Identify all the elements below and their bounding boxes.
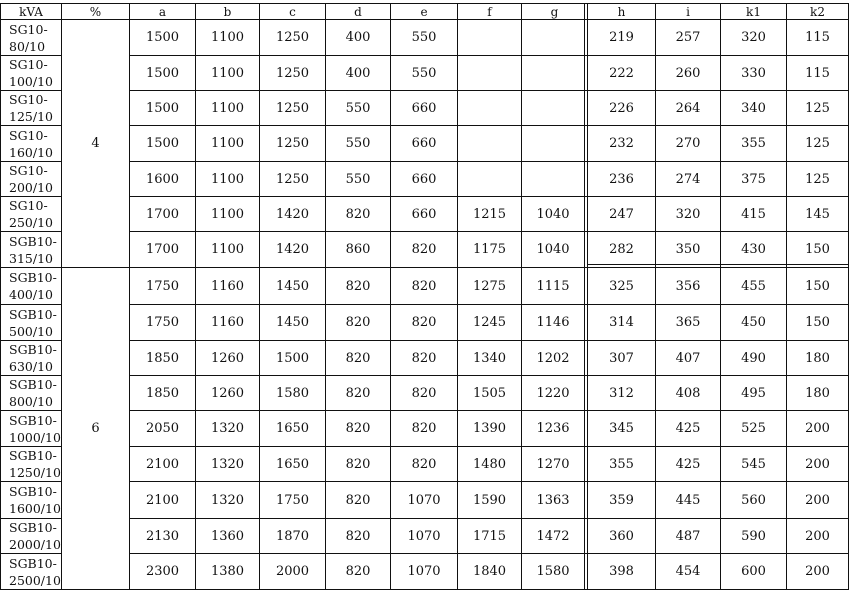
header-kva: kVA	[19, 4, 43, 19]
value-c: 2000	[275, 564, 310, 579]
value-b: 1360	[210, 528, 245, 544]
value-i: 407	[675, 350, 701, 366]
value-d: 820	[345, 385, 371, 401]
kva-cell	[1, 56, 69, 90]
value-h: 360	[609, 528, 634, 544]
value-g: 1472	[536, 528, 570, 544]
rating-value: 400/10	[9, 287, 53, 302]
value-c: 1250	[275, 171, 310, 187]
value-f: 1840	[472, 564, 507, 579]
value-b: 1320	[210, 492, 245, 508]
value-k2: 200	[805, 564, 830, 579]
rating-value: 80/10	[9, 38, 46, 54]
kva-cell	[1, 341, 69, 375]
value-k1: 495	[741, 385, 766, 401]
value-g: 1202	[536, 350, 570, 366]
value-g	[522, 91, 584, 125]
value-k1: 455	[741, 278, 766, 294]
value-d: 860	[345, 242, 371, 257]
model-name: SG10-	[9, 57, 48, 72]
value-i: 356	[675, 278, 701, 294]
rating-value: 1000/10	[9, 429, 61, 445]
value-c: 1870	[275, 528, 310, 544]
value-a: 1850	[145, 385, 180, 401]
value-i: 270	[675, 136, 701, 151]
value-e: 820	[411, 421, 437, 436]
value-i: 350	[675, 242, 701, 257]
value-k1: 375	[741, 171, 766, 187]
value-h: 345	[609, 421, 634, 436]
value-d: 820	[345, 278, 371, 294]
value-i: 445	[675, 492, 701, 508]
value-c: 1250	[275, 65, 310, 81]
value-f: 1715	[472, 528, 507, 544]
value-b: 1260	[210, 350, 245, 366]
value-h: 219	[609, 30, 634, 45]
value-a: 2130	[145, 528, 180, 544]
value-c: 1450	[275, 278, 310, 294]
header-pct: %	[89, 4, 102, 19]
value-b: 1100	[210, 242, 245, 257]
model-name: SG10-	[9, 21, 48, 37]
value-k1: 415	[741, 206, 766, 222]
value-e: 660	[411, 136, 437, 151]
kva-cell	[1, 554, 69, 589]
value-k2: 150	[805, 242, 830, 257]
model-name: SGB10-	[9, 484, 57, 499]
value-k1: 355	[741, 136, 766, 151]
rating-value: 125/10	[9, 109, 53, 124]
kva-cell	[1, 482, 69, 518]
rating-value: 2000/10	[9, 537, 61, 552]
model-name: SGB10-	[9, 412, 57, 428]
value-e: 1070	[407, 492, 441, 508]
percent-cell: 6	[91, 421, 100, 436]
value-k2: 200	[805, 492, 830, 508]
value-e: 660	[411, 206, 437, 222]
value-f	[458, 20, 521, 55]
kva-cell	[1, 268, 69, 304]
value-g: 1270	[536, 456, 570, 472]
value-e: 820	[411, 315, 437, 330]
model-name: SGB10-	[9, 448, 57, 463]
value-h: 247	[609, 206, 634, 222]
value-k2: 180	[805, 385, 830, 401]
kva-cell	[1, 519, 69, 553]
value-k2: 150	[805, 278, 830, 294]
value-b: 1320	[210, 456, 245, 472]
table-bottom-border	[0, 589, 849, 590]
value-a: 2300	[145, 564, 180, 579]
value-g: 1220	[536, 385, 570, 401]
value-e: 550	[411, 65, 437, 81]
value-d: 400	[345, 65, 371, 81]
value-i: 260	[675, 65, 701, 81]
value-k1: 430	[741, 242, 766, 257]
rating-value: 1600/10	[9, 501, 61, 516]
value-i: 274	[675, 171, 701, 187]
header-a: a	[158, 4, 167, 19]
value-f: 1245	[472, 315, 507, 330]
rating-value: 2500/10	[9, 572, 61, 588]
model-name: SGB10-	[9, 306, 57, 322]
column-divider-double	[584, 3, 585, 590]
value-h: 312	[609, 385, 634, 401]
value-e: 820	[411, 350, 437, 366]
value-a: 1500	[145, 136, 180, 151]
value-c: 1650	[275, 421, 310, 436]
value-i: 425	[675, 456, 701, 472]
value-k2: 125	[805, 100, 830, 116]
value-a: 2100	[145, 456, 180, 472]
value-d: 820	[345, 206, 371, 222]
kva-cell	[1, 91, 69, 125]
value-a: 2050	[145, 421, 180, 436]
value-b: 1100	[210, 206, 245, 222]
value-a: 1750	[145, 278, 180, 294]
value-k1: 560	[741, 492, 766, 508]
rating-value: 315/10	[9, 250, 53, 266]
value-h: 307	[609, 350, 634, 366]
value-k1: 330	[741, 65, 766, 81]
value-g: 1040	[536, 242, 570, 257]
model-name: SG10-	[9, 198, 48, 213]
model-name: SG10-	[9, 163, 48, 178]
rating-value: 630/10	[9, 359, 53, 374]
header-c: c	[289, 4, 296, 19]
value-f: 1505	[472, 385, 507, 401]
model-name: SGB10-	[9, 377, 57, 392]
value-h: 359	[609, 492, 634, 508]
value-g: 1236	[536, 421, 570, 436]
value-d: 550	[345, 136, 371, 151]
value-d: 400	[345, 30, 371, 45]
model-name: SG10-	[9, 127, 48, 143]
header-f: f	[487, 4, 492, 19]
value-b: 1100	[210, 30, 245, 45]
value-d: 820	[345, 492, 371, 508]
value-i: 487	[675, 528, 701, 544]
value-g: 1363	[536, 492, 570, 508]
value-a: 1500	[145, 65, 180, 81]
value-a: 1600	[145, 171, 180, 187]
value-a: 1700	[145, 206, 180, 222]
model-name: SGB10-	[9, 342, 57, 357]
value-k2: 125	[805, 136, 830, 151]
value-e: 1070	[407, 564, 441, 579]
value-a: 1850	[145, 350, 180, 366]
value-c: 1250	[275, 30, 310, 45]
value-k1: 320	[741, 30, 766, 45]
value-f: 1590	[472, 492, 507, 508]
value-f	[458, 126, 521, 161]
value-b: 1320	[210, 421, 245, 436]
value-i: 320	[675, 206, 701, 222]
value-e: 820	[411, 456, 437, 472]
value-k2: 150	[805, 315, 830, 330]
value-i: 454	[675, 564, 701, 579]
value-k1: 340	[741, 100, 766, 116]
value-g: 1040	[536, 206, 570, 222]
value-h: 282	[609, 242, 634, 257]
value-k2: 180	[805, 350, 830, 366]
value-h: 355	[609, 456, 634, 472]
value-d: 820	[345, 421, 371, 436]
value-a: 1750	[145, 315, 180, 330]
value-k1: 450	[741, 315, 766, 330]
value-e: 660	[411, 171, 437, 187]
kva-cell	[1, 447, 69, 481]
value-c: 1420	[275, 206, 310, 222]
value-a: 1500	[145, 100, 180, 116]
value-e: 550	[411, 30, 437, 45]
value-b: 1160	[210, 278, 245, 294]
value-f: 1215	[472, 206, 507, 222]
value-d: 820	[345, 528, 371, 544]
rating-value: 800/10	[9, 394, 53, 409]
value-k2: 115	[805, 30, 830, 45]
value-g	[522, 56, 584, 90]
kva-cell	[1, 376, 69, 410]
value-g: 1115	[536, 278, 570, 294]
value-b: 1160	[210, 315, 245, 330]
value-a: 1500	[145, 30, 180, 45]
header-e: e	[420, 4, 428, 19]
model-name: SGB10-	[9, 520, 57, 535]
value-c: 1500	[275, 350, 310, 366]
value-b: 1380	[210, 564, 245, 579]
header-g: g	[550, 4, 559, 19]
value-h: 314	[609, 315, 634, 330]
value-h: 232	[609, 136, 634, 151]
kva-cell	[1, 162, 69, 196]
value-g: 1146	[536, 315, 570, 330]
value-f: 1175	[472, 242, 507, 257]
value-k1: 545	[741, 456, 766, 472]
value-f: 1390	[472, 421, 507, 436]
value-c: 1420	[275, 242, 310, 257]
header-h: h	[617, 4, 626, 19]
value-b: 1100	[210, 171, 245, 187]
value-i: 257	[675, 30, 701, 45]
kva-cell	[1, 197, 69, 231]
value-k1: 525	[741, 421, 766, 436]
value-b: 1100	[210, 65, 245, 81]
value-g	[522, 162, 584, 196]
header-i: i	[686, 4, 690, 19]
value-f	[458, 162, 521, 196]
value-k1: 590	[741, 528, 766, 544]
kva-cell	[1, 232, 69, 267]
value-f: 1275	[472, 278, 507, 294]
value-k2: 200	[805, 456, 830, 472]
value-c: 1450	[275, 315, 310, 330]
value-i: 425	[675, 421, 701, 436]
value-e: 820	[411, 385, 437, 401]
value-d: 820	[345, 315, 371, 330]
value-f: 1340	[472, 350, 507, 366]
value-d: 550	[345, 171, 371, 187]
value-c: 1750	[275, 492, 310, 508]
value-d: 820	[345, 350, 371, 366]
value-k2: 145	[805, 206, 830, 222]
kva-cell	[1, 411, 69, 446]
value-d: 550	[345, 100, 371, 116]
value-k1: 490	[741, 350, 766, 366]
kva-cell	[1, 305, 69, 340]
value-h: 222	[609, 65, 634, 81]
value-k2: 115	[805, 65, 830, 81]
value-c: 1650	[275, 456, 310, 472]
rating-value: 500/10	[9, 323, 53, 339]
value-c: 1580	[275, 385, 310, 401]
value-e: 820	[411, 278, 437, 294]
value-a: 1700	[145, 242, 180, 257]
header-d: d	[354, 4, 362, 19]
header-k2: k2	[810, 4, 825, 19]
kva-cell	[1, 126, 69, 161]
value-f	[458, 91, 521, 125]
value-h: 325	[609, 278, 634, 294]
rating-value: 250/10	[9, 215, 53, 230]
rating-value: 100/10	[9, 74, 53, 89]
value-a: 2100	[145, 492, 180, 508]
model-name: SG10-	[9, 92, 48, 107]
value-e: 660	[411, 100, 437, 116]
value-k2: 200	[805, 421, 830, 436]
value-k2: 125	[805, 171, 830, 187]
value-e: 820	[411, 242, 437, 257]
value-h: 398	[609, 564, 634, 579]
value-d: 820	[345, 456, 371, 472]
kva-cell	[1, 20, 69, 55]
rating-value: 1250/10	[9, 465, 61, 480]
value-h: 236	[609, 171, 634, 187]
value-i: 264	[675, 100, 701, 116]
value-g	[522, 20, 584, 55]
header-b: b	[223, 4, 232, 19]
value-b: 1260	[210, 385, 245, 401]
header-k1: k1	[746, 4, 761, 19]
value-k2: 200	[805, 528, 830, 544]
rating-value: 200/10	[9, 180, 53, 195]
value-c: 1250	[275, 136, 310, 151]
value-i: 365	[675, 315, 701, 330]
value-c: 1250	[275, 100, 310, 116]
value-g	[522, 126, 584, 161]
value-g: 1580	[536, 564, 570, 579]
model-name: SGB10-	[9, 270, 57, 285]
model-name: SGB10-	[9, 555, 57, 571]
value-b: 1100	[210, 136, 245, 151]
rating-value: 160/10	[9, 144, 53, 160]
value-d: 820	[345, 564, 371, 579]
value-f	[458, 56, 521, 90]
value-f: 1480	[472, 456, 507, 472]
value-e: 1070	[407, 528, 441, 544]
value-b: 1100	[210, 100, 245, 116]
model-name: SGB10-	[9, 233, 57, 249]
value-h: 226	[609, 100, 634, 116]
value-i: 408	[675, 385, 701, 401]
value-k1: 600	[741, 564, 766, 579]
percent-cell: 4	[91, 136, 100, 151]
